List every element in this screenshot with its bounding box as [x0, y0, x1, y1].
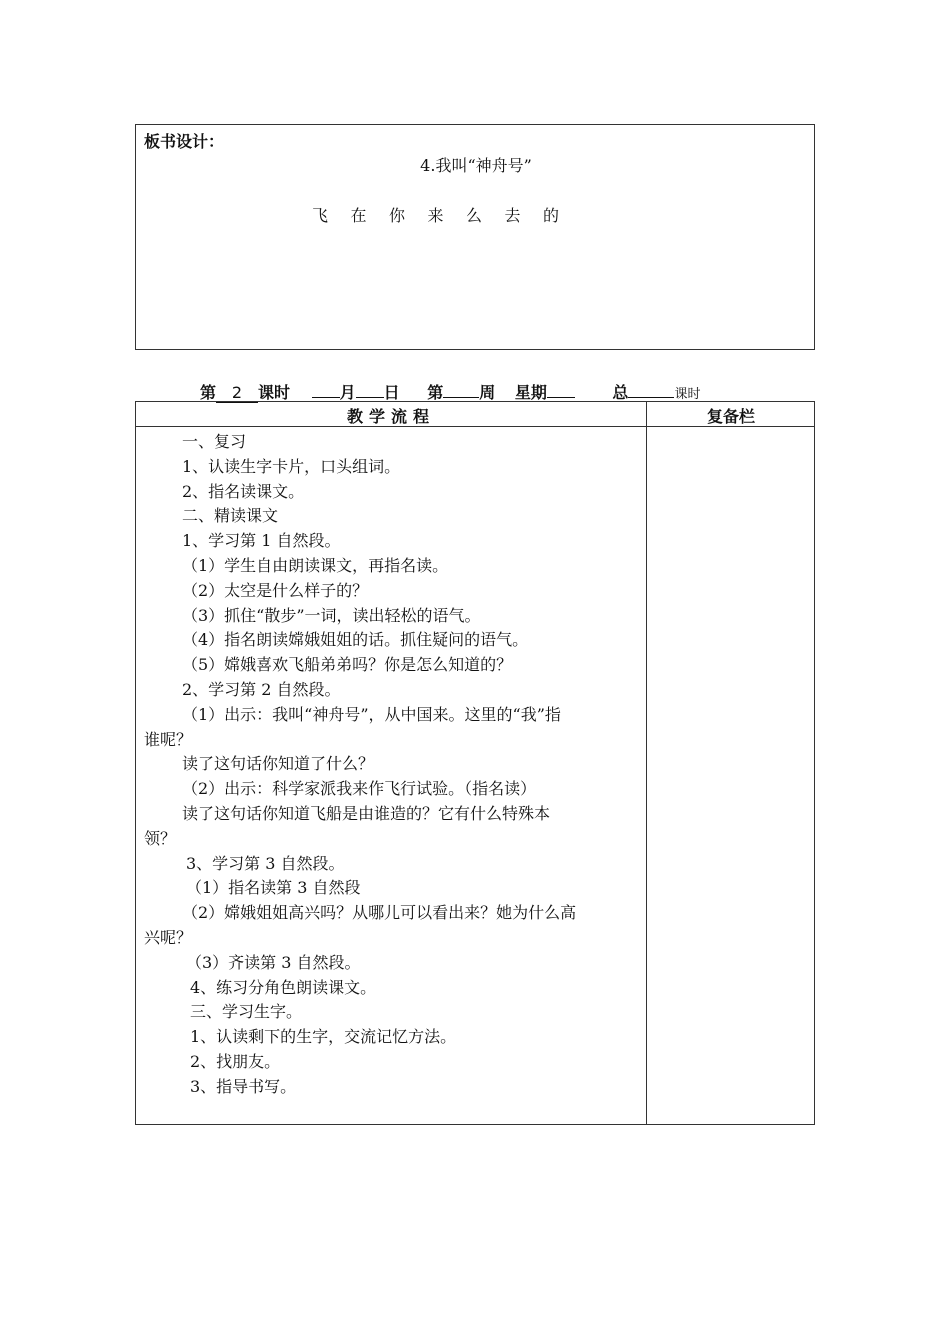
- board-char: 么: [466, 206, 483, 225]
- teaching-process-table: [135, 401, 815, 1125]
- board-char: 来: [427, 206, 444, 225]
- content-line: （1）学生自由朗读课文，再指名读。: [182, 555, 449, 575]
- day-field: [356, 397, 384, 398]
- board-char: 飞: [312, 206, 329, 225]
- board-design-box: [135, 124, 815, 350]
- month-field: [312, 397, 340, 398]
- content-line: 4、练习分角色朗读课文。: [190, 977, 377, 997]
- content-line: 领？: [144, 828, 177, 848]
- content-line: （5）嫦娥喜欢飞船弟弟吗？你是怎么知道的？: [182, 655, 513, 675]
- teaching-process-content: [144, 430, 640, 1100]
- content-line: 兴呢？: [144, 927, 193, 947]
- content-line: （2）出示：科学家派我来作飞行试验。（指名读）: [182, 779, 537, 799]
- header-text: 周: [479, 383, 496, 402]
- content-line: （2）太空是什么样子的？: [182, 580, 369, 600]
- content-line: 2、指名读课文。: [182, 481, 305, 501]
- content-line: 一、复习: [182, 432, 247, 451]
- content-line: 1、认读生字卡片，口头组词。: [182, 456, 401, 476]
- content-line: 读了这句话你知道飞船是由谁造的？它有什么特殊本: [182, 803, 551, 823]
- teaching-process-header: 教学流程: [346, 407, 435, 426]
- board-characters: [312, 203, 582, 226]
- header-text: 日: [383, 383, 400, 402]
- review-notes-header: 复备栏: [706, 407, 755, 426]
- content-line: 2、学习第 2 自然段。: [182, 679, 341, 699]
- board-char: 在: [350, 206, 367, 225]
- header-text: 课时: [258, 383, 291, 402]
- content-line: （3）齐读第 3 自然段。: [186, 952, 361, 972]
- week-field: [443, 397, 479, 398]
- content-line: 三、学习生字。: [190, 1002, 303, 1022]
- content-line: 1、认读剩下的生字，交流记忆方法。: [190, 1027, 457, 1047]
- content-line: 2、找朋友。: [190, 1051, 281, 1071]
- board-design-title: 板书设计：: [144, 132, 225, 151]
- table-header-row: [136, 402, 814, 427]
- board-char: 你: [389, 206, 406, 225]
- column-divider: [646, 402, 647, 1124]
- content-line: （4）指名朗读嫦娥姐姐的话。抓住疑问的语气。: [182, 630, 529, 650]
- content-line: 谁呢？: [144, 729, 193, 749]
- weekday-field: [547, 397, 575, 398]
- header-text: 月: [339, 383, 356, 402]
- content-line: （2）嫦娥姐姐高兴吗？从哪儿可以看出来？她为什么高: [182, 903, 577, 923]
- content-line: 1、学习第 1 自然段。: [182, 531, 341, 551]
- board-char: 去: [504, 206, 521, 225]
- board-char: 的: [543, 206, 560, 225]
- content-line: （1）出示：我叫“神舟号”，从中国来。这里的“我”指: [182, 704, 561, 724]
- total-field: [628, 397, 674, 398]
- header-text: 第: [427, 383, 444, 402]
- content-line: （3）抓住“散步”一词，读出轻松的语气。: [182, 605, 481, 625]
- header-text: 总: [612, 383, 629, 402]
- content-line: 3、指导书写。: [190, 1076, 297, 1096]
- header-text: 课时: [674, 387, 701, 402]
- period-field: 2: [216, 383, 258, 403]
- content-line: （1）指名读第 3 自然段: [186, 878, 361, 898]
- header-text: 星期: [514, 383, 547, 402]
- content-line: 读了这句话你知道了什么？: [182, 754, 375, 774]
- content-line: 3、学习第 3 自然段。: [186, 853, 345, 873]
- content-line: 二、精读课文: [182, 506, 279, 526]
- lesson-title: 4.我叫“神舟号”: [420, 156, 532, 175]
- header-text: 第: [200, 383, 217, 402]
- lesson-header: [200, 380, 780, 400]
